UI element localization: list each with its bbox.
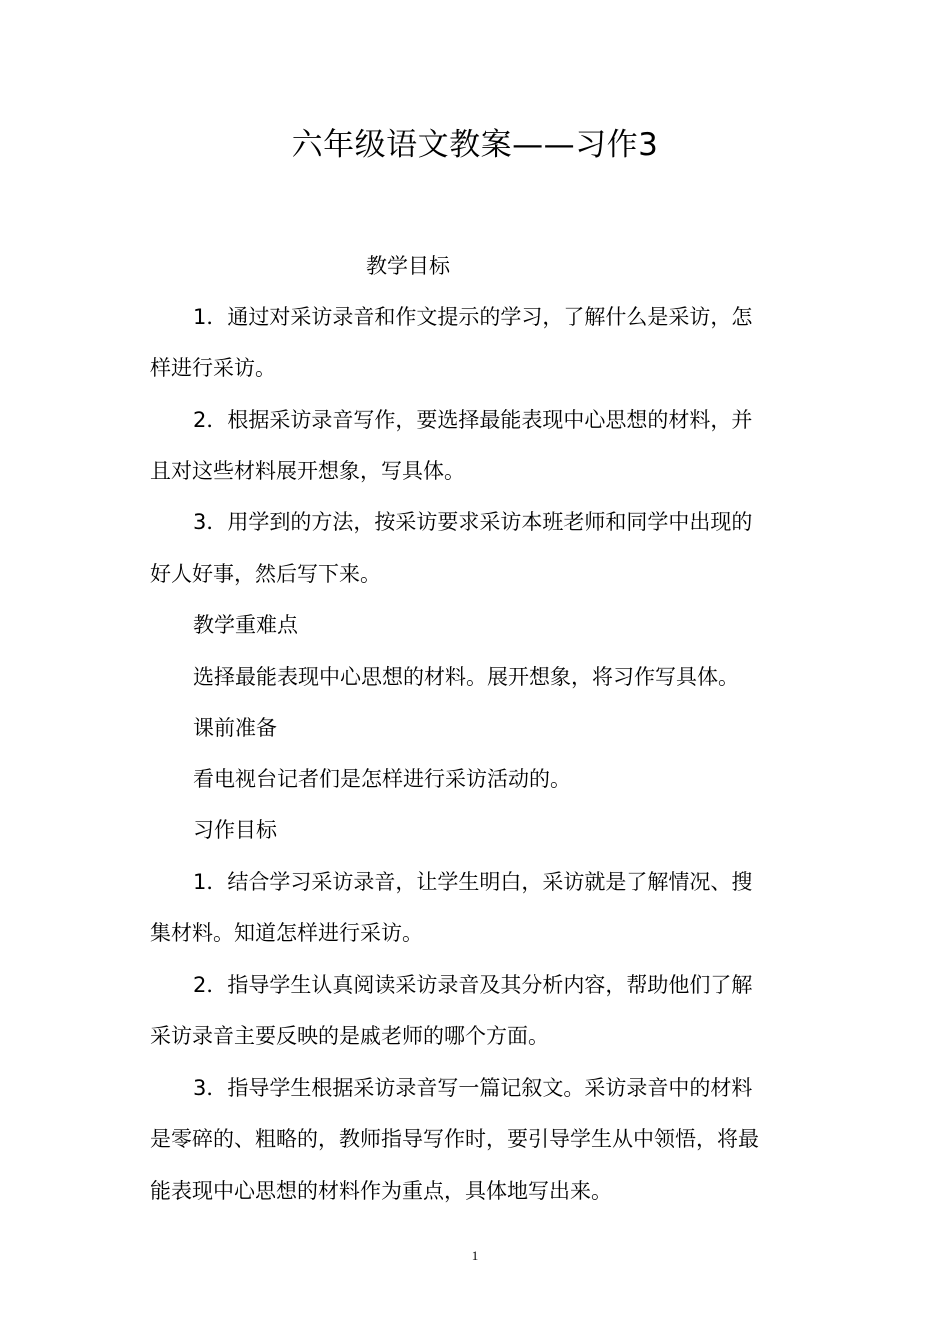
goal-1-line-1: 1．通过对采访录音和作文提示的学习，了解什么是采访，怎: [193, 305, 753, 329]
goal-3-line-2: 好人好事，然后写下来。: [150, 562, 381, 586]
document-title: 六年级语文教案——习作3: [291, 127, 659, 163]
section-heading-writing-goals: 习作目标: [193, 818, 277, 842]
goal-2-line-2: 且对这些材料展开想象，写具体。: [150, 459, 465, 483]
writing-goal-3-line-1: 3．指导学生根据采访录音写一篇记叙文。采访录音中的材料: [193, 1076, 753, 1100]
goal-3-line-1: 3．用学到的方法，按采访要求采访本班老师和同学中出现的: [193, 510, 753, 534]
writing-goal-2-line-2: 采访录音主要反映的是戚老师的哪个方面。: [150, 1024, 549, 1048]
goal-1-line-2: 样进行采访。: [150, 356, 276, 380]
section-heading-preparation: 课前准备: [193, 716, 277, 740]
writing-goal-1-line-2: 集材料。知道怎样进行采访。: [150, 921, 423, 945]
writing-goal-2-line-1: 2．指导学生认真阅读采访录音及其分析内容，帮助他们了解: [193, 973, 753, 997]
section-heading-teaching-goals: 教学目标: [366, 254, 450, 278]
preparation-text: 看电视台记者们是怎样进行采访活动的。: [193, 767, 571, 791]
writing-goal-1-line-1: 1．结合学习采访录音，让学生明白，采访就是了解情况、搜: [193, 870, 753, 894]
writing-goal-3-line-2: 是零碎的、粗略的，教师指导写作时，要引导学生从中领悟，将最: [150, 1127, 759, 1151]
section-heading-key-points: 教学重难点: [193, 613, 298, 637]
goal-2-line-1: 2．根据采访录音写作，要选择最能表现中心思想的材料，并: [193, 408, 753, 432]
key-points-text: 选择最能表现中心思想的材料。展开想象，将习作写具体。: [193, 665, 739, 689]
page-number: 1: [471, 1248, 479, 1263]
writing-goal-3-line-3: 能表现中心思想的材料作为重点，具体地写出来。: [150, 1179, 612, 1203]
